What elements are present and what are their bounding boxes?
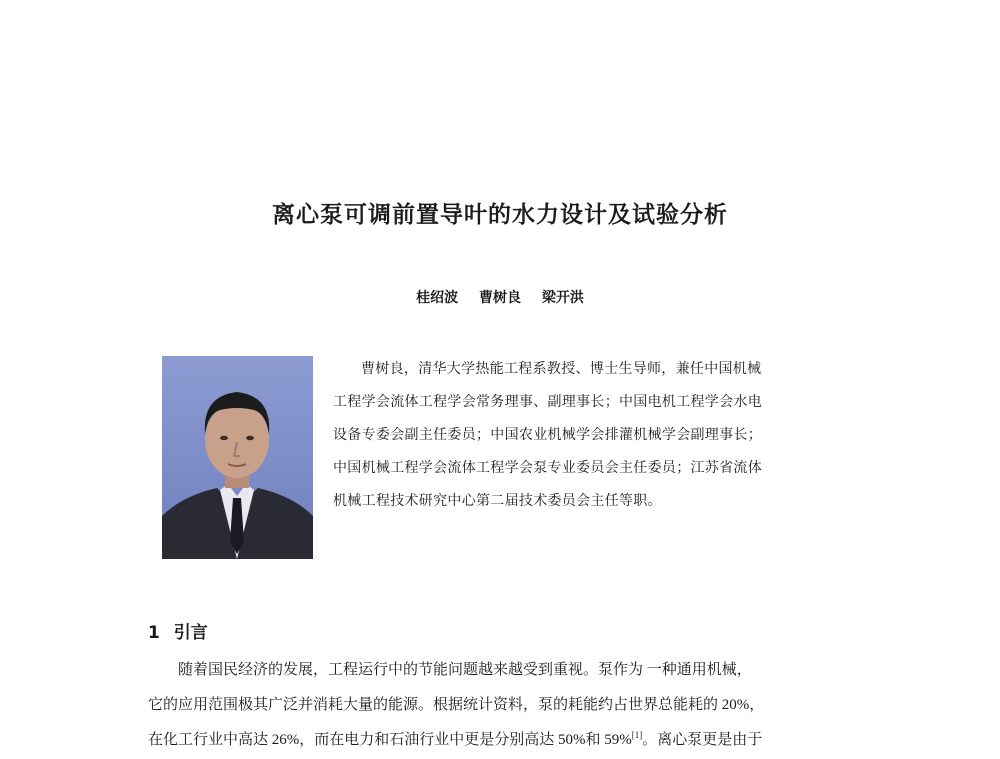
bio-line: 工程学会流体工程学会常务理事、副理事长；中国电机工程学会水电 [333,394,762,410]
author-name: 梁开洪 [541,290,584,306]
section-title: 引言 [173,623,208,643]
author-portrait [162,356,313,559]
body-text-segment: 在化工行业中高达 26%，而在电力和石油行业中更是分别高达 50%和 59% [148,732,632,748]
body-text-segment: 。离心泵更是由于 [642,732,763,748]
bio-line: 设备专委会副主任委员；中国农业机械学会排灌机械学会副理事长； [333,427,762,443]
body-line [148,723,868,758]
body-paragraph [148,653,868,758]
bio-line: 曹树良，清华大学热能工程系教授、博士生导师，兼任中国机械 [361,361,762,377]
author-list [0,287,1000,307]
author-name: 曹树良 [479,290,521,306]
section-heading [148,618,208,643]
paper-title: 离心泵可调前置导叶的水力设计及试验分析 [272,202,728,228]
bio-line: 中国机械工程学会流体工程学会泵专业委员会主任委员；江苏省流体 [333,460,762,476]
author-biography [333,353,863,518]
bio-line: 机械工程技术研究中心第二届技术委员会主任等职。 [333,493,662,509]
body-line: 它的应用范围极其广泛并消耗大量的能源。根据统计资料，泵的耗能约占世界总能耗的 20%， [148,697,765,713]
citation-reference[interactable]: [1] [631,730,643,740]
section-number: 1 [148,623,160,643]
body-line: 随着国民经济的发展，工程运行中的节能问题越来越受到重视。泵作为 一种通用机械， [178,662,752,678]
author-name: 桂绍波 [416,290,459,306]
portrait-photo-icon [162,356,313,559]
